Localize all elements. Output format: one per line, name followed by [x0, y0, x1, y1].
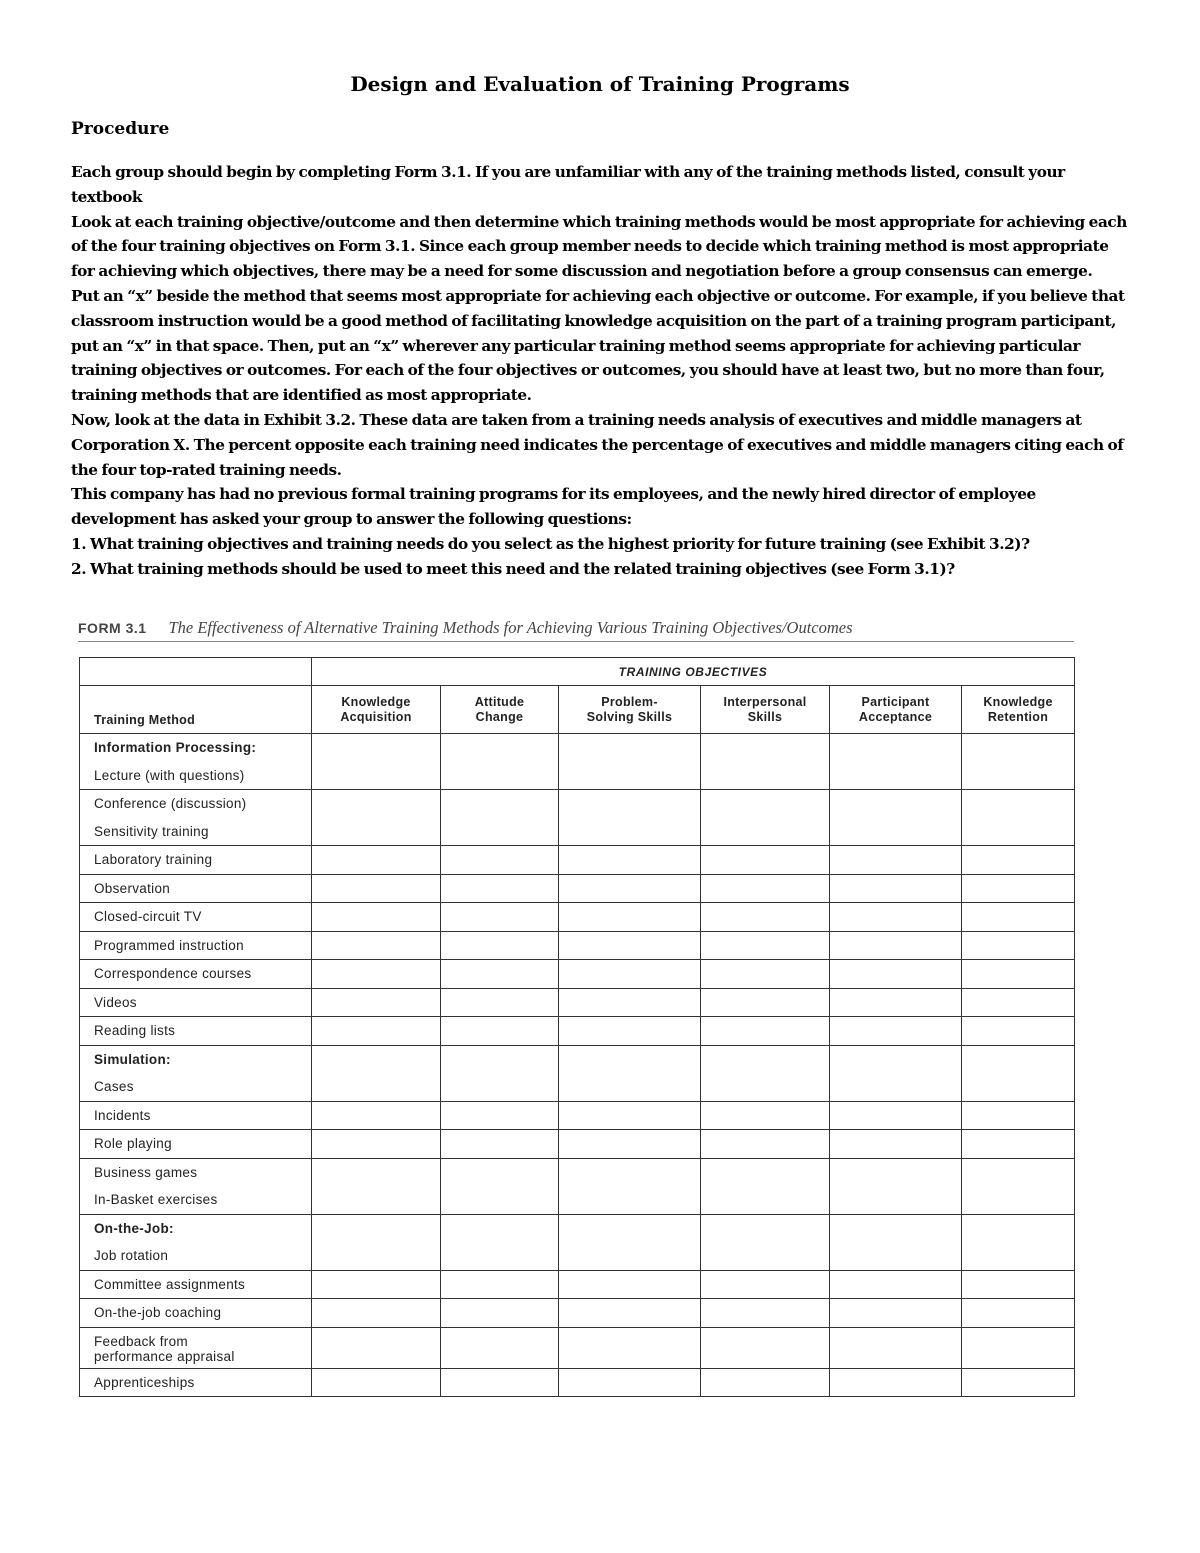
training-method-cell: [80, 1101, 312, 1130]
objective-entry-cell[interactable]: [559, 1299, 701, 1328]
training-method-cell: [80, 1368, 312, 1397]
objective-entry-cell[interactable]: [701, 1214, 830, 1270]
column-header-line: Participant: [861, 694, 930, 709]
objective-entry-cell[interactable]: [830, 988, 962, 1017]
training-method-cell: [80, 846, 312, 875]
table-row: [80, 1045, 1075, 1101]
objective-entry-cell[interactable]: [701, 1327, 830, 1368]
training-method-cell: [80, 790, 312, 846]
objective-column-header: [962, 686, 1075, 734]
form-label: FORM 3.1: [78, 620, 147, 636]
objective-entry-cell[interactable]: [441, 734, 559, 790]
objective-entry-cell[interactable]: [830, 1017, 962, 1046]
table-row: [80, 903, 1075, 932]
training-method-cell: [80, 1017, 312, 1046]
objective-entry-cell[interactable]: [441, 1270, 559, 1299]
method-label: Reading lists: [94, 1023, 176, 1038]
objective-entry-cell[interactable]: [701, 790, 830, 846]
objective-entry-cell[interactable]: [559, 988, 701, 1017]
objective-column-header: [830, 686, 962, 734]
objective-entry-cell[interactable]: [962, 988, 1075, 1017]
method-label: Videos: [94, 994, 137, 1010]
objective-entry-cell[interactable]: [559, 1214, 701, 1270]
column-header-line: Solving Skills: [586, 709, 673, 724]
method-category-label: On-the-Job:: [94, 1220, 174, 1236]
training-method-cell: [80, 931, 312, 960]
method-category-label: Information Processing:: [94, 740, 257, 755]
training-method-cell: [80, 1327, 312, 1368]
objective-entry-cell[interactable]: [830, 846, 962, 875]
objective-entry-cell[interactable]: [962, 1158, 1075, 1214]
objective-entry-cell[interactable]: [312, 988, 441, 1017]
objective-entry-cell[interactable]: [441, 960, 559, 989]
objective-entry-cell[interactable]: [441, 1101, 559, 1130]
objective-entry-cell[interactable]: [830, 1045, 962, 1101]
training-method-cell: [80, 874, 312, 903]
objective-entry-cell[interactable]: [559, 790, 701, 846]
objective-entry-cell[interactable]: [312, 790, 441, 846]
procedure-heading: Procedure: [71, 119, 170, 139]
objective-entry-cell[interactable]: [441, 790, 559, 846]
objective-entry-cell[interactable]: [830, 1130, 962, 1159]
training-method-cell: [80, 1158, 312, 1214]
training-method-cell: [80, 734, 312, 790]
method-label: performance appraisal: [94, 1348, 235, 1364]
training-method-cell: [80, 903, 312, 932]
method-label: Role playing: [94, 1136, 172, 1151]
column-header-line: Attitude: [474, 694, 525, 709]
column-header-line: Change: [475, 709, 524, 724]
method-label: Closed-circuit TV: [94, 909, 202, 924]
objective-column-header: [701, 686, 830, 734]
objective-entry-cell[interactable]: [701, 1270, 830, 1299]
objective-entry-cell[interactable]: [830, 1299, 962, 1328]
objective-entry-cell[interactable]: [830, 790, 962, 846]
method-label: Cases: [94, 1079, 134, 1094]
table-row: [80, 1270, 1075, 1299]
objective-entry-cell[interactable]: [701, 931, 830, 960]
paragraph: Now, look at the data in Exhibit 3.2. These data are taken from a training needs analysis of executives and middle managers at Corporation X. The percent opposite each training need indicates the percentage of executives and middle managers citing each of the four top-rated training needs.: [71, 410, 1124, 479]
column-header-line: Knowledge: [341, 694, 411, 709]
method-category-label: Simulation:: [94, 1051, 171, 1067]
objective-entry-cell[interactable]: [701, 1158, 830, 1214]
objective-entry-cell[interactable]: [962, 734, 1075, 790]
objective-entry-cell[interactable]: [830, 1270, 962, 1299]
objective-entry-cell[interactable]: [441, 931, 559, 960]
objective-entry-cell[interactable]: [701, 960, 830, 989]
objective-entry-cell[interactable]: [312, 1130, 441, 1159]
training-method-cell: [80, 1045, 312, 1101]
question-2: 2. What training methods should be used to meet this need and the related training objectives (see Form 3.1)?: [71, 559, 955, 578]
objective-entry-cell[interactable]: [559, 931, 701, 960]
method-label: Sensitivity training: [94, 823, 209, 839]
table-body: [80, 734, 1075, 1397]
method-label: Conference (discussion): [94, 796, 247, 811]
objective-entry-cell[interactable]: [701, 903, 830, 932]
table-row: [80, 1101, 1075, 1130]
page-title: Design and Evaluation of Training Programs: [350, 72, 850, 96]
objective-entry-cell[interactable]: [962, 1214, 1075, 1270]
objective-entry-cell[interactable]: [962, 903, 1075, 932]
column-header-line: Retention: [987, 709, 1049, 724]
objective-entry-cell[interactable]: [312, 874, 441, 903]
method-label: Feedback from: [94, 1333, 188, 1349]
objective-entry-cell[interactable]: [441, 1045, 559, 1101]
objective-entry-cell[interactable]: [441, 1214, 559, 1270]
paragraph: Each group should begin by completing Form 3.1. If you are unfamiliar with any of the training methods listed, consult your textbook: [71, 163, 1065, 206]
method-label: On-the-job coaching: [94, 1305, 222, 1320]
table-row: [80, 988, 1075, 1017]
method-label: Observation: [94, 880, 171, 896]
training-method-cell: [80, 960, 312, 989]
training-method-header: Training Method: [80, 686, 312, 734]
objective-entry-cell[interactable]: [701, 874, 830, 903]
objective-entry-cell[interactable]: [701, 846, 830, 875]
training-objectives-header: TRAINING OBJECTIVES: [312, 658, 1075, 686]
training-method-cell: [80, 1270, 312, 1299]
objective-entry-cell[interactable]: [701, 1130, 830, 1159]
objective-entry-cell[interactable]: [701, 1368, 830, 1397]
objective-column-header: [441, 686, 559, 734]
method-label: Business games: [94, 1164, 198, 1180]
objective-entry-cell[interactable]: [559, 1130, 701, 1159]
table-row: [80, 1017, 1075, 1046]
objective-entry-cell[interactable]: [312, 1327, 441, 1368]
objective-entry-cell[interactable]: [312, 1101, 441, 1130]
objective-entry-cell[interactable]: [559, 1017, 701, 1046]
objective-entry-cell[interactable]: [312, 1368, 441, 1397]
method-label: Programmed instruction: [94, 937, 244, 953]
objective-column-header: [559, 686, 701, 734]
objective-column-header: [312, 686, 441, 734]
column-header-line: Problem-: [601, 694, 658, 709]
table-row: [80, 1299, 1075, 1328]
objective-entry-cell[interactable]: [701, 734, 830, 790]
objective-entry-cell[interactable]: [830, 874, 962, 903]
objective-entry-cell[interactable]: [962, 1299, 1075, 1328]
blank-header-cell: [80, 658, 312, 686]
objective-entry-cell[interactable]: [559, 874, 701, 903]
table-row: [80, 1214, 1075, 1270]
objective-entry-cell[interactable]: [441, 1130, 559, 1159]
training-method-cell: [80, 1214, 312, 1270]
table-row: [80, 874, 1075, 903]
table-row: [80, 1368, 1075, 1397]
objective-entry-cell[interactable]: [962, 1270, 1075, 1299]
objective-entry-cell[interactable]: [312, 1299, 441, 1328]
training-method-cell: [80, 1130, 312, 1159]
objective-entry-cell[interactable]: [441, 1299, 559, 1328]
table-row: [80, 734, 1075, 790]
form-title: The Effectiveness of Alternative Training Methods for Achieving Various Training Objectives/Outcomes: [168, 618, 853, 637]
objective-entry-cell[interactable]: [312, 1045, 441, 1101]
objective-entry-cell[interactable]: [962, 1017, 1075, 1046]
column-header-line: Acquisition: [340, 709, 412, 724]
objective-entry-cell[interactable]: [962, 790, 1075, 846]
objective-entry-cell[interactable]: [441, 903, 559, 932]
training-method-cell: [80, 1299, 312, 1328]
table-row: [80, 1327, 1075, 1368]
paragraph: Look at each training objective/outcome and then determine which training methods would be most appropriate for achieving each of the four training objectives on Form 3.1. Since each group member needs to decide which training method is most appropriate for achieving which objectives, there may be a need for some discussion and negotiation before a group consensus can emerge.: [71, 212, 1127, 281]
objective-entry-cell[interactable]: [559, 846, 701, 875]
divider: [78, 641, 1074, 642]
objective-entry-cell[interactable]: [441, 846, 559, 875]
objective-entry-cell[interactable]: [830, 1101, 962, 1130]
table-row: [80, 790, 1075, 846]
table-row: [80, 846, 1075, 875]
objective-entry-cell[interactable]: [312, 903, 441, 932]
method-label: Incidents: [94, 1107, 151, 1123]
column-header-line: Skills: [747, 709, 783, 724]
objective-entry-cell[interactable]: [701, 1045, 830, 1101]
objective-entry-cell[interactable]: [441, 874, 559, 903]
objective-entry-cell[interactable]: [312, 1214, 441, 1270]
training-method-cell: [80, 988, 312, 1017]
objective-entry-cell[interactable]: [441, 1327, 559, 1368]
form-caption: [78, 618, 1078, 638]
objective-entry-cell[interactable]: [962, 960, 1075, 989]
objective-entry-cell[interactable]: [559, 903, 701, 932]
objective-entry-cell[interactable]: [312, 1270, 441, 1299]
question-1: 1. What training objectives and training needs do you select as the highest priority for future training (see Exhibit 3.2)?: [71, 534, 1030, 553]
objective-entry-cell[interactable]: [559, 1101, 701, 1130]
objective-entry-cell[interactable]: [559, 1270, 701, 1299]
objective-entry-cell[interactable]: [441, 1368, 559, 1397]
paragraph: Put an “x” beside the method that seems most appropriate for achieving each objective or outcome. For example, if you believe that classroom instruction would be a good method of facilitating knowledge acquisition on the part of a training program participant, put an “x” in that space. Then, put an “x” wherever any particular training method seems appropriate for achieving particular training objectives or outcomes. For each of the four objectives or outcomes, you should have at least two, but no more than four, training methods that are identified as most appropriate.: [71, 286, 1125, 405]
procedure-text: [71, 160, 1133, 582]
objective-entry-cell[interactable]: [312, 1158, 441, 1214]
objective-entry-cell[interactable]: [830, 1214, 962, 1270]
objective-entry-cell[interactable]: [830, 1158, 962, 1214]
paragraph: This company has had no previous formal training programs for its employees, and the newly hired director of employee development has asked your group to answer the following questions:: [71, 485, 1036, 529]
method-label: Laboratory training: [94, 852, 213, 867]
objective-entry-cell[interactable]: [701, 1299, 830, 1328]
objective-entry-cell[interactable]: [962, 1101, 1075, 1130]
objective-entry-cell[interactable]: [559, 1368, 701, 1397]
objective-entry-cell[interactable]: [559, 1158, 701, 1214]
table-row: [80, 960, 1075, 989]
objective-entry-cell[interactable]: [830, 1327, 962, 1368]
objective-entry-cell[interactable]: [830, 960, 962, 989]
method-label: Job rotation: [94, 1248, 169, 1263]
objective-entry-cell[interactable]: [559, 734, 701, 790]
method-label: Correspondence courses: [94, 966, 252, 981]
objective-entry-cell[interactable]: [830, 903, 962, 932]
objective-entry-cell[interactable]: [441, 1017, 559, 1046]
method-label: Lecture (with questions): [94, 767, 245, 783]
table-row: [80, 931, 1075, 960]
objective-entry-cell[interactable]: [559, 1327, 701, 1368]
objective-entry-cell[interactable]: [830, 734, 962, 790]
objective-entry-cell[interactable]: [962, 1130, 1075, 1159]
method-label: In-Basket exercises: [94, 1192, 218, 1207]
training-methods-table: [79, 657, 1075, 1397]
objective-entry-cell[interactable]: [962, 1368, 1075, 1397]
objective-entry-cell[interactable]: [312, 1017, 441, 1046]
objective-entry-cell[interactable]: [701, 988, 830, 1017]
objective-entry-cell[interactable]: [701, 1017, 830, 1046]
objective-entry-cell[interactable]: [701, 1101, 830, 1130]
objective-entry-cell[interactable]: [962, 931, 1075, 960]
objective-entry-cell[interactable]: [312, 931, 441, 960]
column-header-line: Interpersonal: [723, 694, 807, 709]
objective-entry-cell[interactable]: [559, 960, 701, 989]
column-header-line: Knowledge: [983, 694, 1053, 709]
objective-entry-cell[interactable]: [312, 960, 441, 989]
table-row: [80, 1158, 1075, 1214]
objective-entry-cell[interactable]: [559, 1045, 701, 1101]
objective-entry-cell[interactable]: [962, 846, 1075, 875]
objective-entry-cell[interactable]: [830, 1368, 962, 1397]
objective-entry-cell[interactable]: [441, 1158, 559, 1214]
objective-entry-cell[interactable]: [441, 988, 559, 1017]
objective-entry-cell[interactable]: [312, 734, 441, 790]
column-header-line: Acceptance: [858, 709, 933, 724]
objective-entry-cell[interactable]: [830, 931, 962, 960]
method-label: Committee assignments: [94, 1276, 246, 1292]
table-row: [80, 1130, 1075, 1159]
method-label: Apprenticeships: [94, 1374, 195, 1390]
objective-entry-cell[interactable]: [962, 1045, 1075, 1101]
objective-entry-cell[interactable]: [312, 846, 441, 875]
objective-entry-cell[interactable]: [962, 1327, 1075, 1368]
objective-entry-cell[interactable]: [962, 874, 1075, 903]
